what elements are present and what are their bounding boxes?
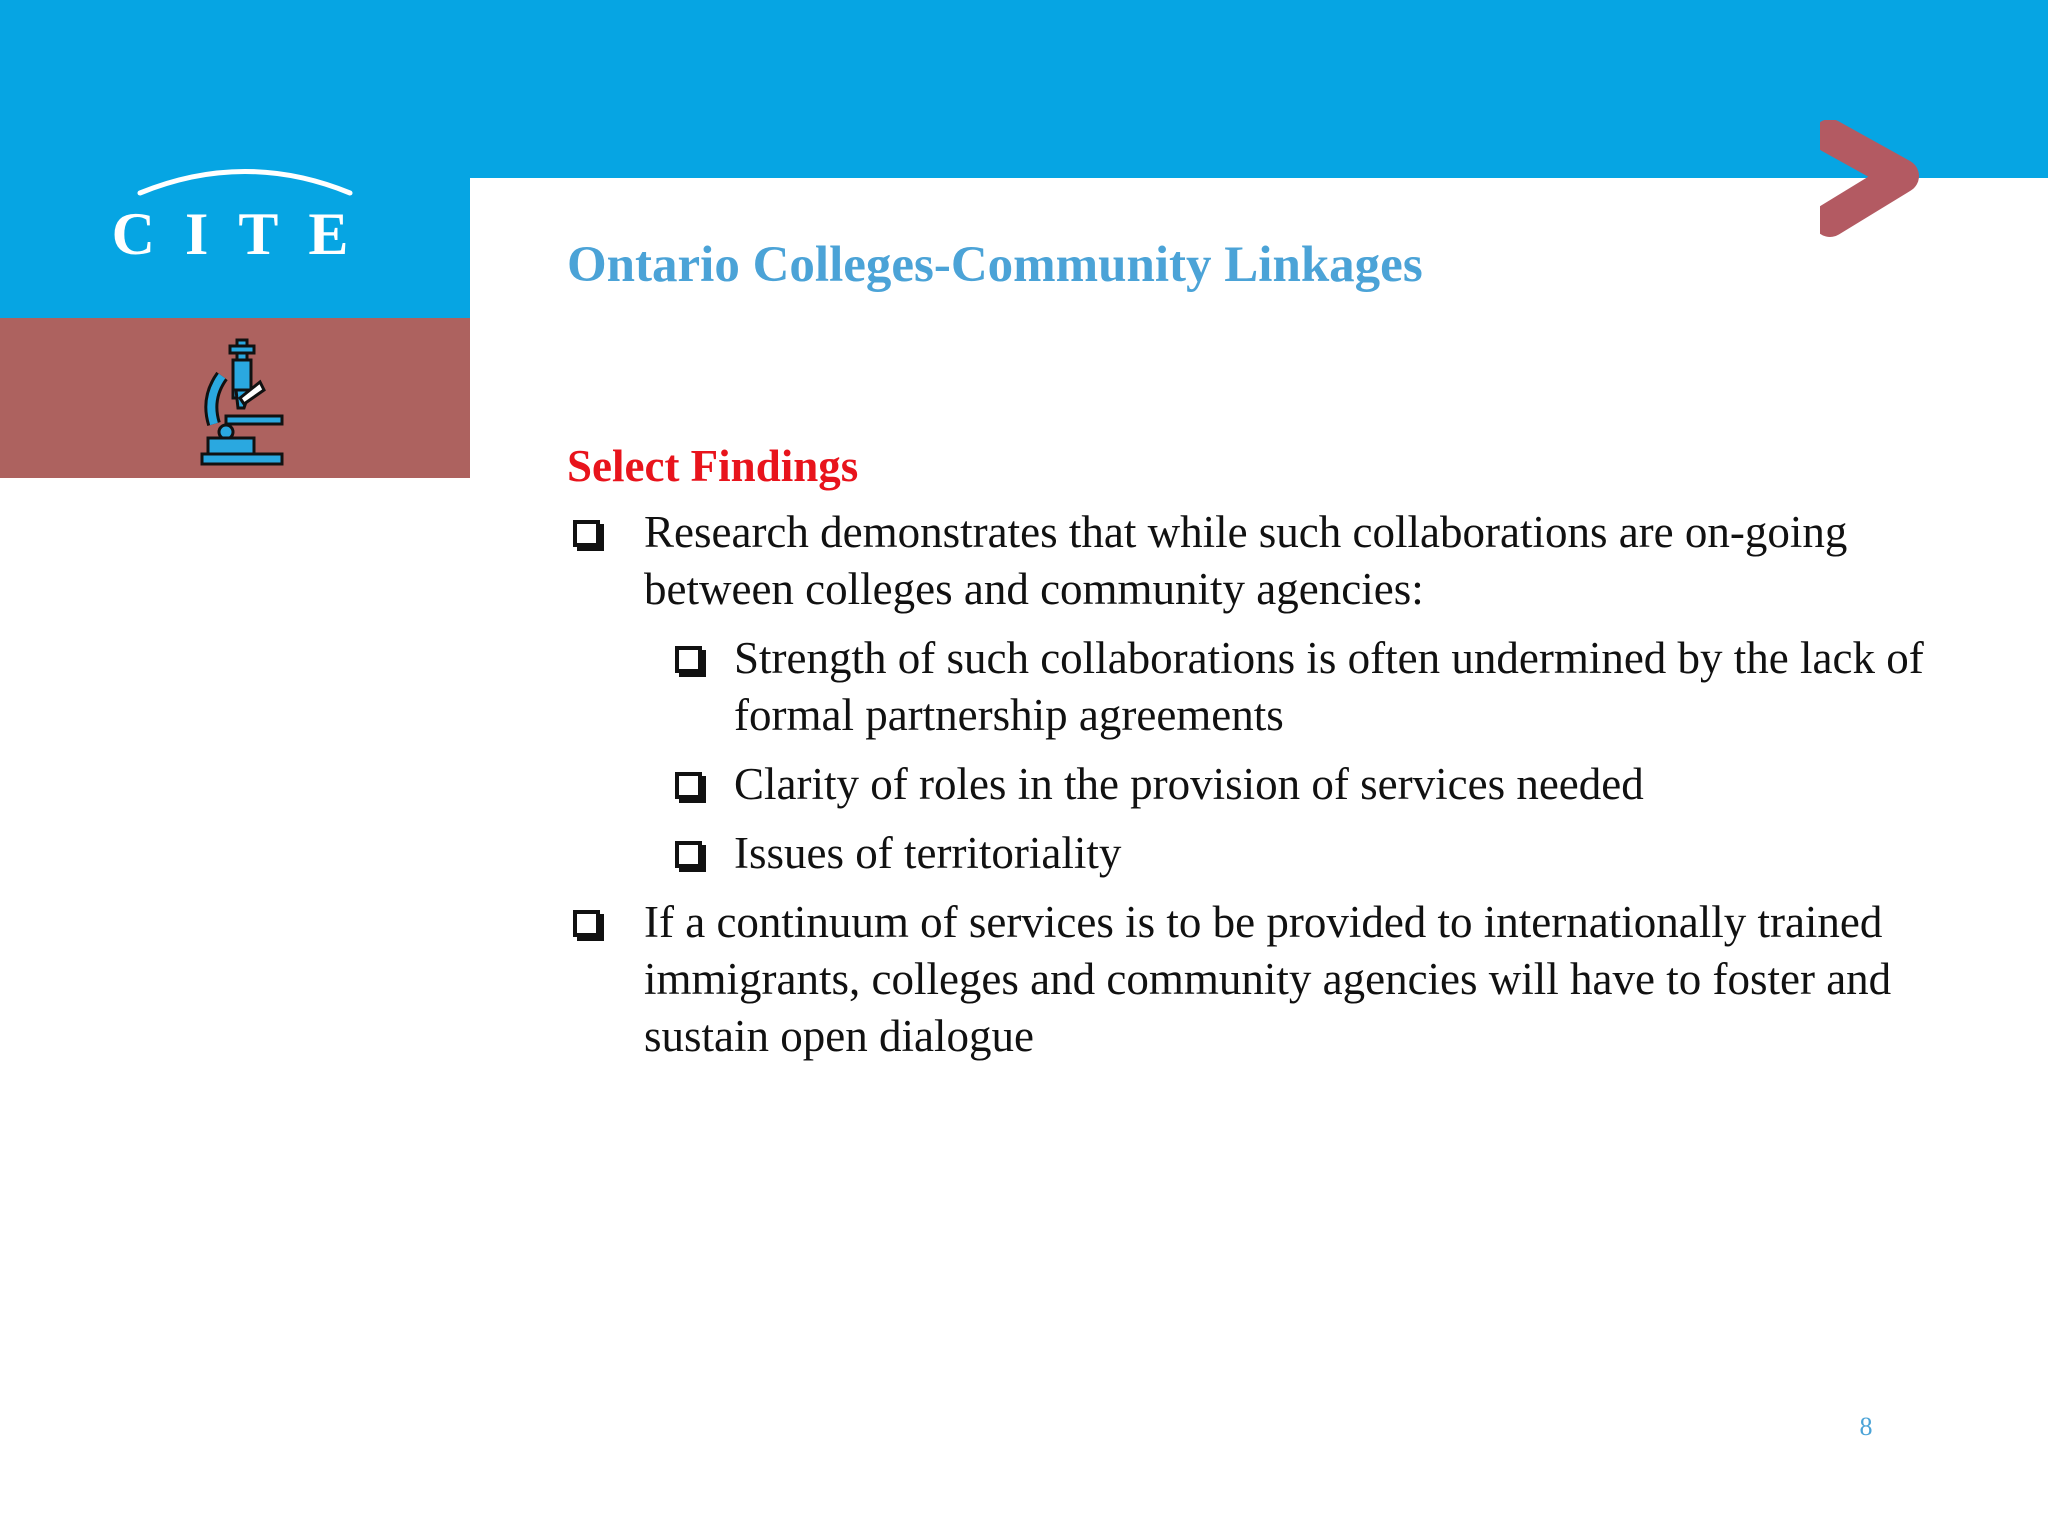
sub-bullet-item <box>567 630 1987 744</box>
checkbox-icon <box>675 772 702 799</box>
microscope-icon <box>200 338 290 468</box>
logo-text: CITE <box>111 201 379 267</box>
bullet-text: Clarity of roles in the provision of services needed <box>734 759 1644 809</box>
bullet-text: Issues of territoriality <box>734 828 1122 878</box>
sub-bullet-item <box>567 825 1987 882</box>
bullet-item <box>567 894 1987 1065</box>
bullet-text: If a continuum of services is to be provided to internationally trained immigrants, colleges and community agencies will have to foster and sustain open dialogue <box>644 897 1892 1061</box>
checkbox-icon <box>675 841 702 868</box>
bullet-text: Strength of such collaborations is often undermined by the lack of formal partnership agreements <box>734 633 1924 740</box>
slide-title: Ontario Colleges-Community Linkages <box>567 237 1423 293</box>
sub-bullet-item <box>567 756 1987 813</box>
checkbox-icon <box>573 520 600 547</box>
checkbox-icon <box>573 910 600 937</box>
checkbox-icon <box>675 646 702 673</box>
chevron-right-icon <box>1820 120 1920 240</box>
bullet-list <box>567 504 1987 1065</box>
bullet-item <box>567 504 1987 618</box>
page-number: 8 <box>1859 1412 1873 1441</box>
bullet-text: Research demonstrates that while such collaborations are on-going between colleges and community agencies: <box>644 507 1848 614</box>
section-heading: Select Findings <box>567 441 859 491</box>
cite-logo <box>100 155 390 267</box>
header-band <box>0 0 2048 178</box>
arc-icon <box>100 155 390 205</box>
